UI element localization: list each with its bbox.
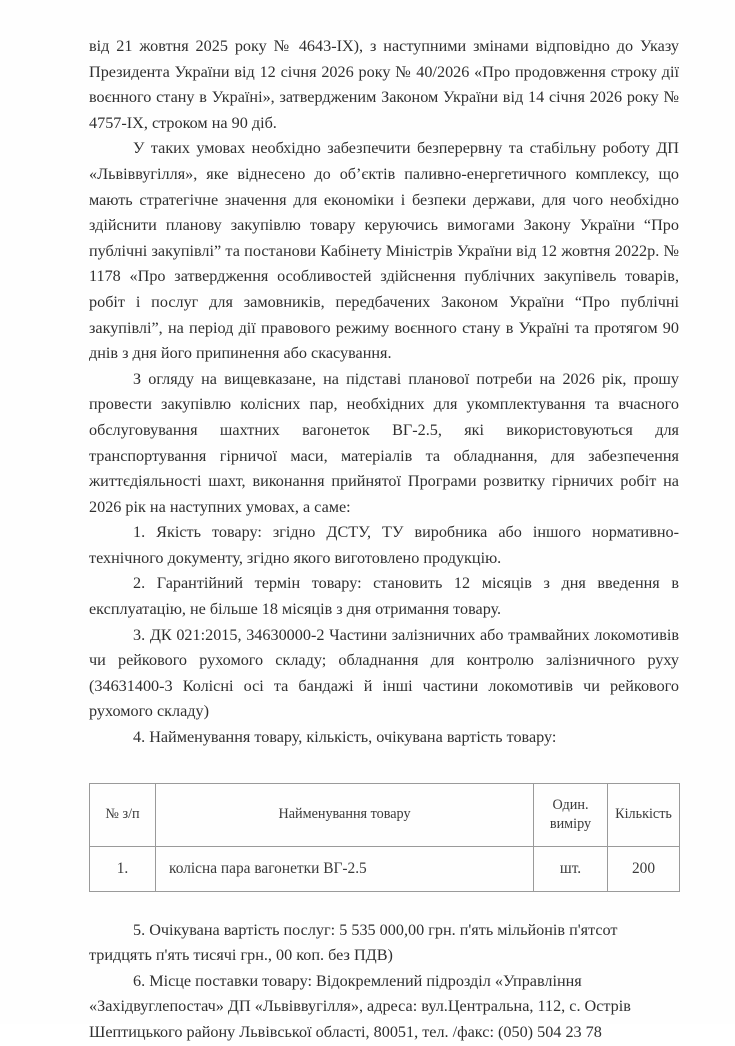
clause-3-cpv-code: 3. ДК 021:2015, 34630000-2 Частини залізничних або трамвайних локомотивів чи рейкового рухомого складу; обладнання для контролю залізничного руху (34631400-3 Колісні осі та бандажі й інші частини локомотивів чи рейкового рухомого складу) (89, 625, 679, 721)
column-header-number: № з/п (90, 783, 156, 846)
clause-6-delivery-place-line2: «Західвуглепостач» ДП «Львіввугілля», адреса: вул.Центральна, 112, с. Острів (89, 997, 631, 1016)
clause-6-delivery-place-line1: 6. Місце поставки товару: Відокремлений підрозділ «Управління (133, 971, 582, 990)
column-header-name: Найменування товару (156, 783, 534, 846)
cell-unit: шт. (534, 846, 608, 891)
clause-6-delivery-place-line3: Шептицького району Львівської області, 80051, тел. /факс: (050) 504 23 78 (89, 1023, 602, 1041)
clause-2-warranty: 2. Гарантійний термін товару: становить 12 місяців з дня введення в експлуатацію, не більше 18 місяців з дня отримання товару. (89, 574, 679, 619)
goods-table (89, 783, 680, 892)
cell-row-number: 1. (90, 846, 156, 891)
paragraph-operational-conditions: У таких умовах необхідно забезпечити безперервну та стабільну роботу ДП «Львіввугілля», яке віднесено до об’єктів паливно-енергетичного комплексу, що мають стратегічне значення для економіки і безпеки держави, для чого необхідно здійснити планову закупівлю товару керуючись вимогами Закону України “Про публічні закупівлі” та постанови Кабінету Міністрів України від 12 жовтня 2022р. № 1178 «Про затвердження особливостей здійснення публічних закупівель товарів, робіт і послуг для замовників, передбачених Законом України “Про публічні закупівлі”, на період дії правового режиму воєнного стану в Україні та протягом 90 днів з дня його припинення або скасування. (89, 139, 679, 363)
clause-5-expected-cost-line1: 5. Очікувана вартість послуг: 5 535 000,00 грн. п'ять мільйонів п'ятсот (133, 920, 618, 939)
cell-goods-name: колісна пара вагонетки ВГ-2.5 (156, 846, 534, 891)
column-header-unit (534, 783, 608, 846)
paragraph-legal-basis: від 21 жовтня 2025 року № 4643-IX), з наступними змінами відповідно до Указу Президента України від 12 січня 2026 року № 40/2026 «Про продовження строку дії воєнного стану в Україні», затвердженим Законом України від 14 січня 2026 року № 4757-IX, строком на 90 діб. (89, 37, 679, 132)
column-header-unit-line2: виміру (549, 815, 592, 832)
table-row (90, 846, 680, 891)
clause-5-expected-cost-line2: тридцять п'ять тисячі грн., 00 коп. без ПДВ) (89, 946, 393, 965)
goods-table-wrapper (89, 783, 679, 892)
clause-4-goods-heading: 4. Найменування товару, кількість, очікувана вартість товару: (133, 728, 557, 747)
paragraph-procurement-request: З огляду на вищевказане, на підставі планової потреби на 2026 рік, прошу провести закупівлю колісних пар, необхідних для укомплектування та вчасного обслуговування шахтних вагонеток ВГ-2.5, які використовуються для транспортування гірничої маси, матеріалів та обладнання, для забезпечення життєдіяльності шахт, виконання прийнятої Програми розвитку гірничих робіт на 2026 рік на наступних умовах, а саме: (89, 369, 679, 516)
tail-clauses (89, 918, 679, 1046)
clause-1-quality: 1. Якість товару: згідно ДСТУ, ТУ виробника або іншого нормативно-технічного документу, згідно якого виготовлено продукцію. (89, 523, 679, 567)
column-header-unit-line1: Один. (552, 796, 589, 813)
cell-quantity: 200 (608, 846, 680, 891)
document-content (89, 34, 679, 1046)
table-header-row (90, 783, 680, 846)
column-header-quantity: Кількість (608, 783, 680, 846)
